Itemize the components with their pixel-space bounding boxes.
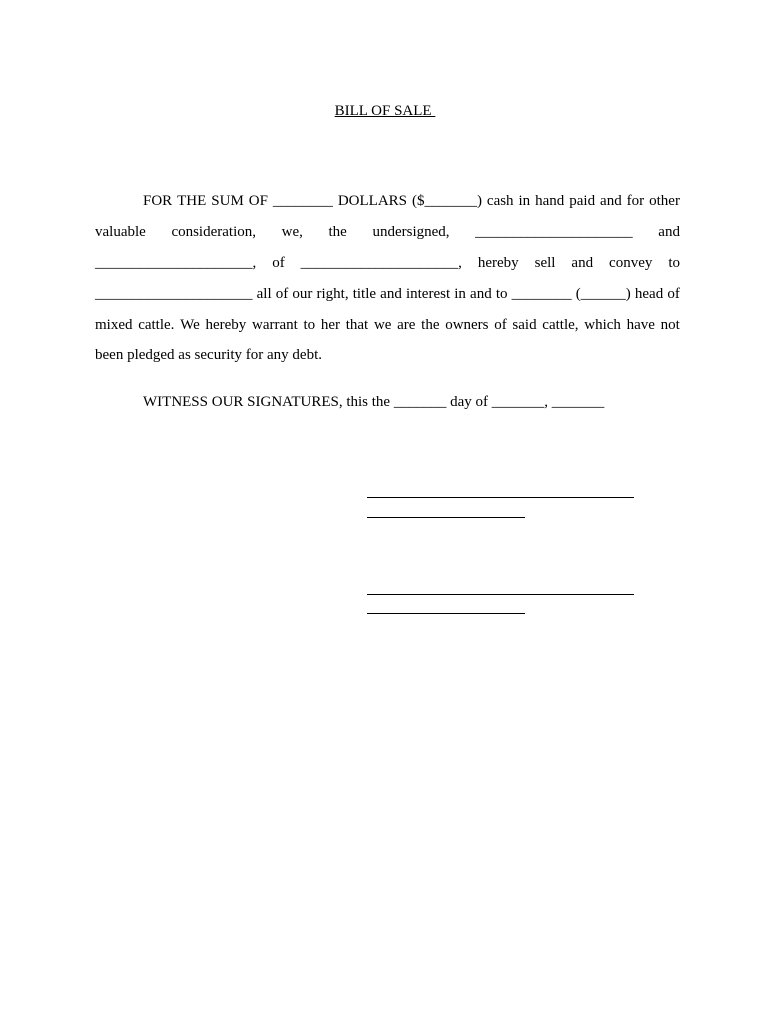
word: to bbox=[668, 255, 680, 271]
word: all bbox=[256, 286, 272, 302]
blank-field: _____________________, bbox=[300, 255, 462, 271]
word: and bbox=[600, 193, 622, 209]
signature-line-2 bbox=[367, 594, 634, 595]
word: ($_______) bbox=[411, 193, 482, 209]
word: not bbox=[660, 317, 680, 333]
word: ________ bbox=[272, 193, 333, 209]
word: and bbox=[571, 255, 594, 271]
word: hereby bbox=[477, 255, 519, 271]
word: other bbox=[649, 193, 680, 209]
word: consideration, bbox=[171, 224, 256, 240]
word: cattle, bbox=[542, 317, 579, 333]
signature-line-1 bbox=[367, 497, 634, 498]
paragraph-line-2 bbox=[95, 222, 680, 242]
word: our bbox=[292, 286, 313, 302]
word: valuable bbox=[95, 224, 146, 240]
word: we, bbox=[281, 224, 303, 240]
word: SUM bbox=[211, 193, 244, 209]
word: for bbox=[626, 193, 645, 209]
word: paid bbox=[569, 193, 596, 209]
word: in bbox=[518, 193, 531, 209]
word: hereby bbox=[205, 317, 247, 333]
word: interest bbox=[405, 286, 451, 302]
word: the bbox=[328, 224, 347, 240]
blank-field: _____________________, bbox=[95, 255, 257, 271]
signature-name-line-2 bbox=[367, 613, 525, 614]
word: We bbox=[180, 317, 200, 333]
word: cash bbox=[486, 193, 514, 209]
signature-name-line-1 bbox=[367, 517, 525, 518]
word: and bbox=[658, 224, 680, 240]
paragraph-line-3 bbox=[95, 253, 680, 273]
word: to bbox=[303, 317, 316, 333]
word: warrant bbox=[251, 317, 298, 333]
word: said bbox=[512, 317, 537, 333]
paragraph-line-5 bbox=[95, 315, 680, 335]
word: undersigned, bbox=[372, 224, 450, 240]
word: which bbox=[584, 317, 621, 333]
word: and bbox=[470, 286, 492, 302]
word: in bbox=[454, 286, 466, 302]
word: have bbox=[626, 317, 655, 333]
word: of bbox=[272, 255, 285, 271]
word: ________ bbox=[511, 286, 572, 302]
word: OF bbox=[248, 193, 268, 209]
word: hand bbox=[535, 193, 565, 209]
paragraph-line-1 bbox=[95, 191, 680, 211]
word: sell bbox=[534, 255, 556, 271]
word: the bbox=[421, 317, 440, 333]
word: convey bbox=[609, 255, 653, 271]
word: THE bbox=[177, 193, 207, 209]
witness-line: WITNESS OUR SIGNATURES, this the _______ day of _______, _______ bbox=[143, 394, 605, 410]
paragraph-line-4 bbox=[95, 284, 680, 304]
word: right, bbox=[316, 286, 349, 302]
word: DOLLARS bbox=[337, 193, 407, 209]
word: cattle. bbox=[138, 317, 175, 333]
word: FOR bbox=[143, 193, 173, 209]
word: of bbox=[667, 286, 680, 302]
word: we bbox=[373, 317, 392, 333]
word: of bbox=[275, 286, 289, 302]
paragraph-line-6: been pledged as security for any debt. bbox=[95, 347, 322, 363]
word: her bbox=[320, 317, 341, 333]
word: owners bbox=[445, 317, 489, 333]
word: (______) bbox=[575, 286, 631, 302]
word: are bbox=[397, 317, 416, 333]
word: that bbox=[345, 317, 369, 333]
document-title: BILL OF SALE bbox=[334, 103, 436, 119]
word: and bbox=[380, 286, 402, 302]
blank-field: _____________________ bbox=[475, 224, 633, 240]
word: head bbox=[634, 286, 664, 302]
word: mixed bbox=[95, 317, 133, 333]
word: of bbox=[494, 317, 507, 333]
word: _____________________ bbox=[95, 286, 253, 302]
word: to bbox=[495, 286, 508, 302]
word: title bbox=[352, 286, 377, 302]
